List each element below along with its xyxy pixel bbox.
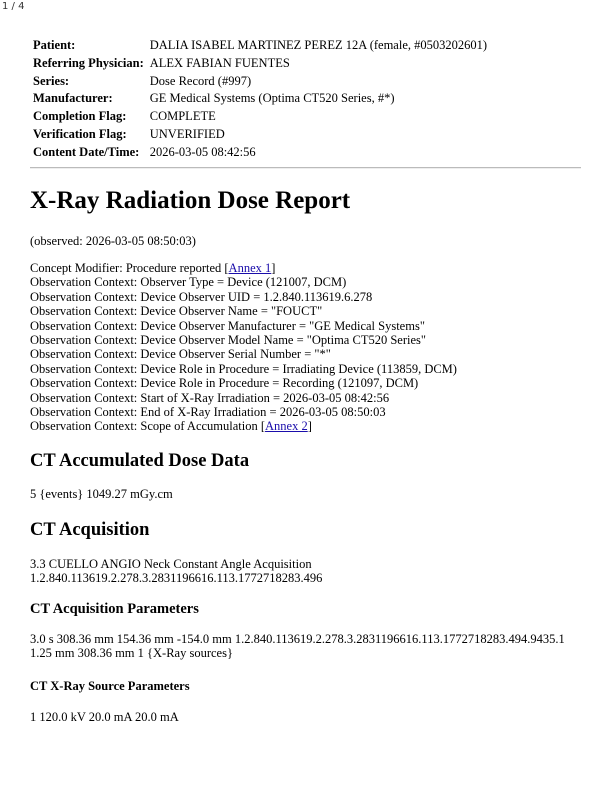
header-row-referring-physician (32, 55, 492, 73)
concept-modifier-line (30, 261, 275, 275)
context-line: Observation Context: Device Observer Serial Number = "*" (30, 347, 331, 362)
header-value: Dose Record (#997) (149, 73, 252, 88)
header-value: 2026-03-05 08:42:56 (149, 144, 256, 159)
source-parameters-heading: CT X-Ray Source Parameters (30, 679, 190, 693)
bracket-close: ] (271, 261, 276, 275)
header-row-completion-flag (32, 108, 492, 126)
acquisition-uid: 1.2.840.113619.2.278.3.2831196616.113.1772718283.496 (30, 571, 323, 586)
accumulated-dose-heading: CT Accumulated Dose Data (30, 451, 250, 471)
header-value: ALEX FABIAN FUENTES (149, 55, 290, 70)
header-label: Manufacturer: (33, 91, 113, 106)
header-value: COMPLETE (149, 109, 216, 124)
header-value: GE Medical Systems (Optima CT520 Series, #*) (149, 91, 395, 106)
context-line: Observation Context: Device Observer Manufacturer = "GE Medical Systems" (30, 318, 425, 333)
header-row-content-datetime (32, 144, 492, 162)
header-label: Completion Flag: (33, 109, 127, 124)
acquisition-description: 3.3 CUELLO ANGIO Neck Constant Angle Acquisition (30, 557, 312, 571)
header-value: DALIA ISABEL MARTINEZ PEREZ 12A (female, #0503202601) (149, 38, 488, 52)
header-value: UNVERIFIED (149, 126, 225, 141)
header-row-verification-flag (32, 126, 492, 144)
acquisition-parameters-heading: CT Acquisition Parameters (30, 601, 199, 617)
header-row-series (32, 73, 492, 91)
observed-datetime: (observed: 2026-03-05 08:50:03) (30, 234, 196, 248)
context-line: Observation Context: Observer Type = Device (121007, DCM) (30, 275, 347, 290)
header-divider (30, 167, 581, 169)
context-line: Observation Context: Device Observer Model Name = "Optima CT520 Series" (30, 333, 426, 347)
ct-acquisition-heading: CT Acquisition (30, 520, 150, 540)
acquisition-parameters-line: 1.25 mm 308.36 mm 1 {X-Ray sources} (30, 646, 233, 661)
context-line: Observation Context: Device Role in Procedure = Recording (121097, DCM) (30, 376, 419, 391)
annex-2-link[interactable]: Annex 2 (265, 419, 308, 434)
context-line: Observation Context: Device Observer UID = 1.2.840.113619.6.278 (30, 289, 373, 304)
concept-modifier-text: Concept Modifier: Procedure reported [ (30, 261, 229, 275)
header-label: Referring Physician: (33, 55, 144, 70)
context-line: Observation Context: Device Role in Procedure = Irradiating Device (113859, DCM) (30, 361, 457, 376)
scope-text: Observation Context: Scope of Accumulation [ (30, 419, 266, 434)
report-title: X-Ray Radiation Dose Report (30, 187, 351, 214)
patient-header-table (32, 37, 492, 162)
context-line: Observation Context: Device Observer Name = "FOUCT" (30, 304, 323, 319)
header-label: Patient: (33, 38, 76, 52)
accumulated-dose-value: 5 {events} 1049.27 mGy.cm (30, 487, 173, 501)
header-label: Verification Flag: (33, 126, 127, 141)
header-label: Content Date/Time: (33, 144, 140, 159)
header-row-manufacturer (32, 90, 492, 108)
annex-1-link[interactable]: Annex 1 (228, 261, 272, 275)
header-row-patient (32, 37, 492, 55)
page-counter: 1 / 4 (2, 1, 25, 12)
scope-of-accumulation-line (30, 419, 312, 433)
acquisition-parameters-line: 3.0 s 308.36 mm 154.36 mm -154.0 mm 1.2.840.113619.2.278.3.2831196616.113.1772718283.494.9435.1 (30, 632, 565, 646)
bracket-close: ] (307, 419, 312, 434)
context-line: Observation Context: Start of X-Ray Irradiation = 2026-03-05 08:42:56 (30, 390, 390, 405)
source-parameters-line: 1 120.0 kV 20.0 mA 20.0 mA (30, 710, 179, 724)
header-label: Series: (33, 73, 70, 88)
context-line: Observation Context: End of X-Ray Irradiation = 2026-03-05 08:50:03 (30, 405, 386, 419)
